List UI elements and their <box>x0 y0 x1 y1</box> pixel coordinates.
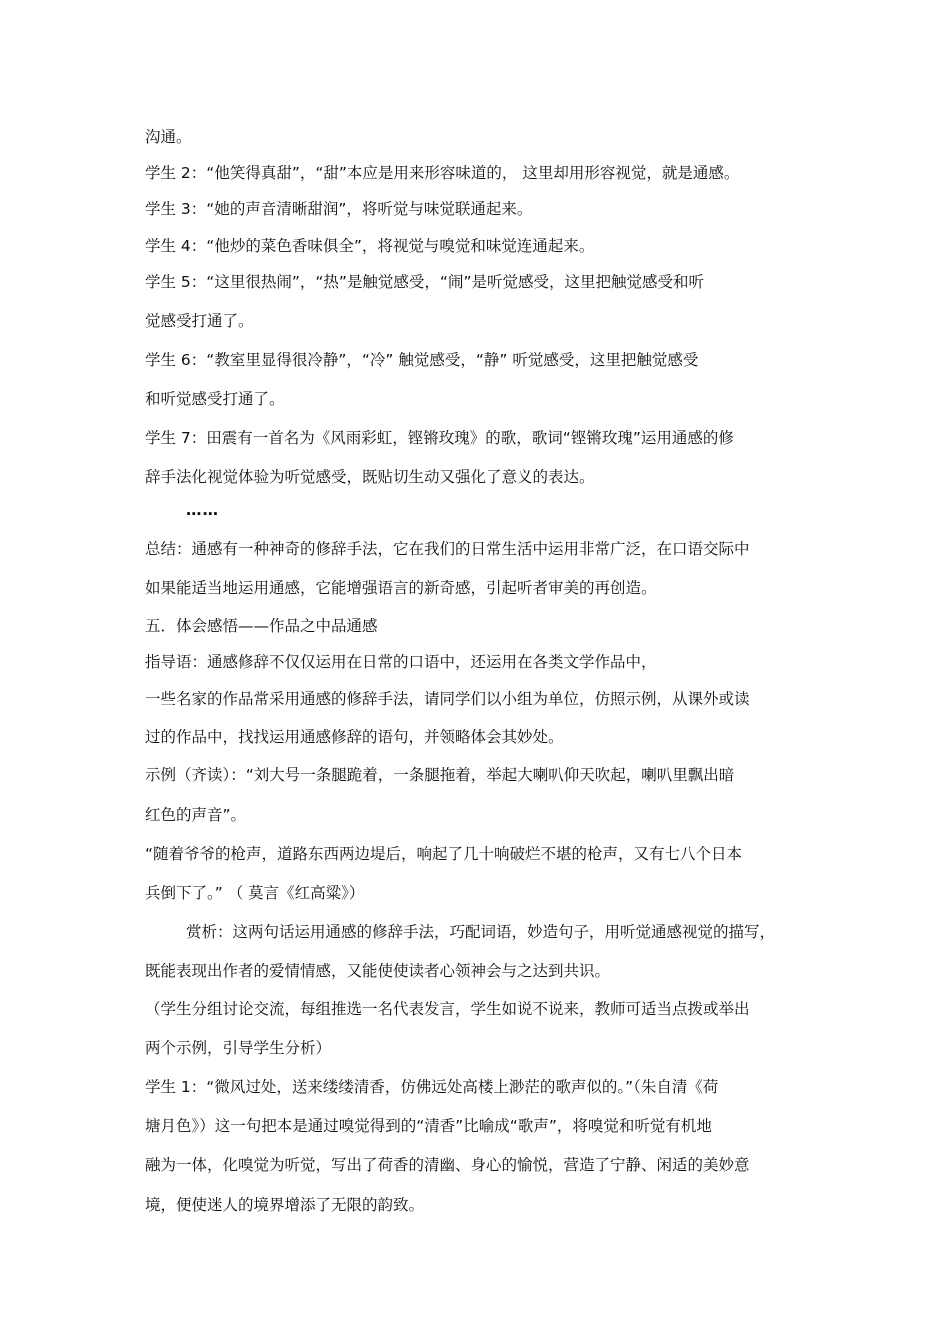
text-line: 两个示例，引导学生分析） <box>145 1039 332 1057</box>
text-line: 示例（齐读）：“刘大号一条腿跪着，一条腿拖着，举起大喇叭仰天吹起，喇叭里飘出暗 <box>145 766 735 784</box>
text-line: 指导语：通感修辞不仅仅运用在日常的口语中，还运用在各类文学作品中， <box>145 653 657 671</box>
text-line: 沟通。 <box>145 128 192 146</box>
text-line: 学生 3：“她的声音清晰甜润”，将听觉与味觉联通起来。 <box>145 200 533 218</box>
text-line: 融为一体，化嗅觉为听觉，写出了荷香的清幽、身心的愉悦，营造了宁静、闲适的美妙意 <box>145 1156 750 1174</box>
text-line: 境，便使迷人的境界增添了无限的韵致。 <box>145 1196 425 1214</box>
text-line: 兵倒下了。” （ 莫言《红高粱》） <box>145 884 365 902</box>
text-line: 红色的声音”。 <box>145 806 247 824</box>
text-line: 学生 6：“教室里显得很冷静”，“冷” 触觉感受，“静” 听觉感受，这里把触觉感受 <box>145 351 699 369</box>
text-line: 过的作品中，找找运用通感修辞的语句，并领略体会其妙处。 <box>145 728 564 746</box>
text-line: 觉感受打通了。 <box>145 312 254 330</box>
text-line: 赏析：这两句话运用通感的修辞手法，巧配词语，妙造句子，用听觉通感视觉的描写， <box>186 923 776 941</box>
text-line: 既能表现出作者的爱情情感，又能使使读者心领神会与之达到共识。 <box>145 962 611 980</box>
text-line: 学生 7：田震有一首名为《风雨彩虹，铿锵玫瑰》的歌，歌词“铿锵玫瑰”运用通感的修 <box>145 429 734 447</box>
text-line: 学生 4：“他炒的菜色香味俱全”，将视觉与嗅觉和味觉连通起来。 <box>145 237 595 255</box>
text-line: 学生 2：“他笑得真甜”，“甜”本应是用来形容味道的， 这里却用形容视觉，就是通感。 <box>145 164 740 182</box>
ellipsis: …… <box>186 501 219 519</box>
text-line: 辞手法化视觉体验为听觉感受，既贴切生动又强化了意义的表达。 <box>145 468 595 486</box>
text-line: 和听觉感受打通了。 <box>145 390 285 408</box>
text-line: 总结：通感有一种神奇的修辞手法，它在我们的日常生活中运用非常广泛，在口语交际中 <box>145 540 750 558</box>
text-line: 塘月色》）这一句把本是通过嗅觉得到的“清香”比喻成“歌声”，将嗅觉和听觉有机地 <box>145 1117 712 1135</box>
section-heading: 五．体会感悟——作品之中品通感 <box>145 617 378 635</box>
text-line: 学生 1：“微风过处，送来缕缕清香，仿佛远处高楼上渺茫的歌声似的。”（朱自清《荷 <box>145 1078 719 1096</box>
text-line: 如果能适当地运用通感，它能增强语言的新奇感，引起听者审美的再创造。 <box>145 579 657 597</box>
text-line: （学生分组讨论交流，每组推选一名代表发言，学生如说不说来，教师可适当点拨或举出 <box>145 1000 750 1018</box>
text-line: “随着爷爷的枪声，道路东西两边堤后，响起了几十响破烂不堪的枪声，又有七八个日本 <box>145 845 743 863</box>
text-line: 一些名家的作品常采用通感的修辞手法，请同学们以小组为单位，仿照示例，从课外或读 <box>145 690 750 708</box>
text-line: 学生 5：“这里很热闹”，“热”是触觉感受，“闹”是听觉感受，这里把触觉感受和听 <box>145 273 704 291</box>
